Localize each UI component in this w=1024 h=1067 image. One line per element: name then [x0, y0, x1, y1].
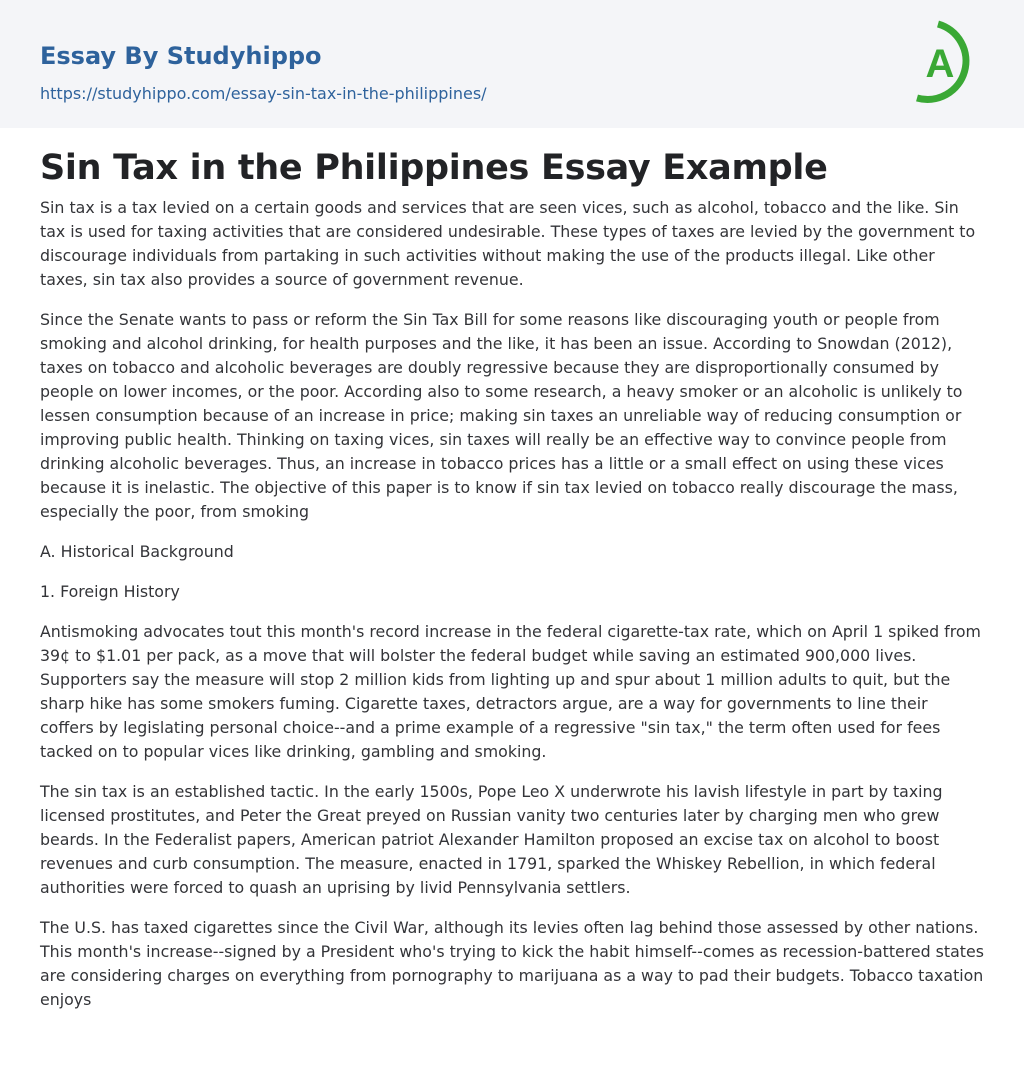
- paragraph-us-cigarettes: The U.S. has taxed cigarettes since the Civil War, although its levies often lag behind those assessed by other nations. This month's increase--signed by a President who's trying to kick the habit himself--comes as recession-battered states are considering charges on everything from pornography to marijuana as a way to pad their budgets. Tobacco taxation enjoys: [40, 918, 984, 1009]
- article: [40, 146, 986, 1028]
- article-body: [40, 196, 986, 1012]
- paragraph-established-tactic: The sin tax is an established tactic. In the early 1500s, Pope Leo X underwrote his lavish lifestyle in part by taxing licensed prostitutes, and Peter the Great preyed on Russian vanity two centuries later by charging men who grew beards. In the Federalist papers, American patriot Alexander Hamilton proposed an excise tax on alcohol to boost revenues and curb consumption. The measure, enacted in 1791, sparked the Whiskey Rebellion, in which federal authorities were forced to quash an uprising by livid Pennsylvania settlers.: [40, 782, 943, 897]
- site-header: [0, 0, 1024, 128]
- logo-letter: A: [925, 42, 955, 86]
- paragraph-antismoking: Antismoking advocates tout this month's record increase in the federal cigarette-tax rate, which on April 1 spiked from 39¢ to $1.01 per pack, as a move that will bolster the federal budget while saving an estimated 900,000 lives. Supporters say the measure will stop 2 million kids from lighting up and spur about 1 million adults to quit, but the sharp hike has some smokers fuming. Cigarette taxes, detractors argue, are a way for governments to line their coffers by legislating personal choice--and a prime example of a regressive "sin tax," the term often used for fees tacked on to popular vices like drinking, gambling and smoking.: [40, 622, 981, 761]
- paragraph-senate: Since the Senate wants to pass or reform the Sin Tax Bill for some reasons like discouraging youth or people from smoking and alcohol drinking, for health purposes and the like, it has been an issue. According to Snowdan (2012), taxes on tobacco and alcoholic beverages are doubly regressive because they are disproportionally consumed by people on lower incomes, or the poor. According also to some research, a heavy smoker or an alcoholic is unlikely to lessen consumption because of an increase in price; making sin taxes an unreliable way of reducing consumption or improving public health. Thinking on taxing vices, sin taxes will really be an effective way to convince people from drinking alcoholic beverages. Thus, an increase in tobacco prices has a little or a small effect on using these vices because it is inelastic. The objective of this paper is to know if sin tax levied on tobacco really discourage the mass, especially the poor, from smoking: [40, 310, 963, 521]
- paragraph-intro: Sin tax is a tax levied on a certain goods and services that are seen vices, such as alcohol, tobacco and the like. Sin tax is used for taxing activities that are considered undesirable. These types of taxes are levied by the government to discourage individuals from partaking in such activities without making the use of the products illegal. Like other taxes, sin tax also provides a source of government revenue.: [40, 198, 976, 289]
- logo-icon: [908, 18, 988, 106]
- section-heading-historical-background: A. Historical Background: [40, 542, 234, 561]
- article-title: Sin Tax in the Philippines Essay Example: [40, 148, 828, 188]
- essay-url-link[interactable]: https://studyhippo.com/essay-sin-tax-in-the-philippines/: [40, 84, 487, 103]
- site-brand[interactable]: Essay By Studyhippo: [40, 42, 322, 70]
- studyhippo-logo[interactable]: [908, 18, 988, 106]
- subsection-heading-foreign-history: 1. Foreign History: [40, 582, 180, 601]
